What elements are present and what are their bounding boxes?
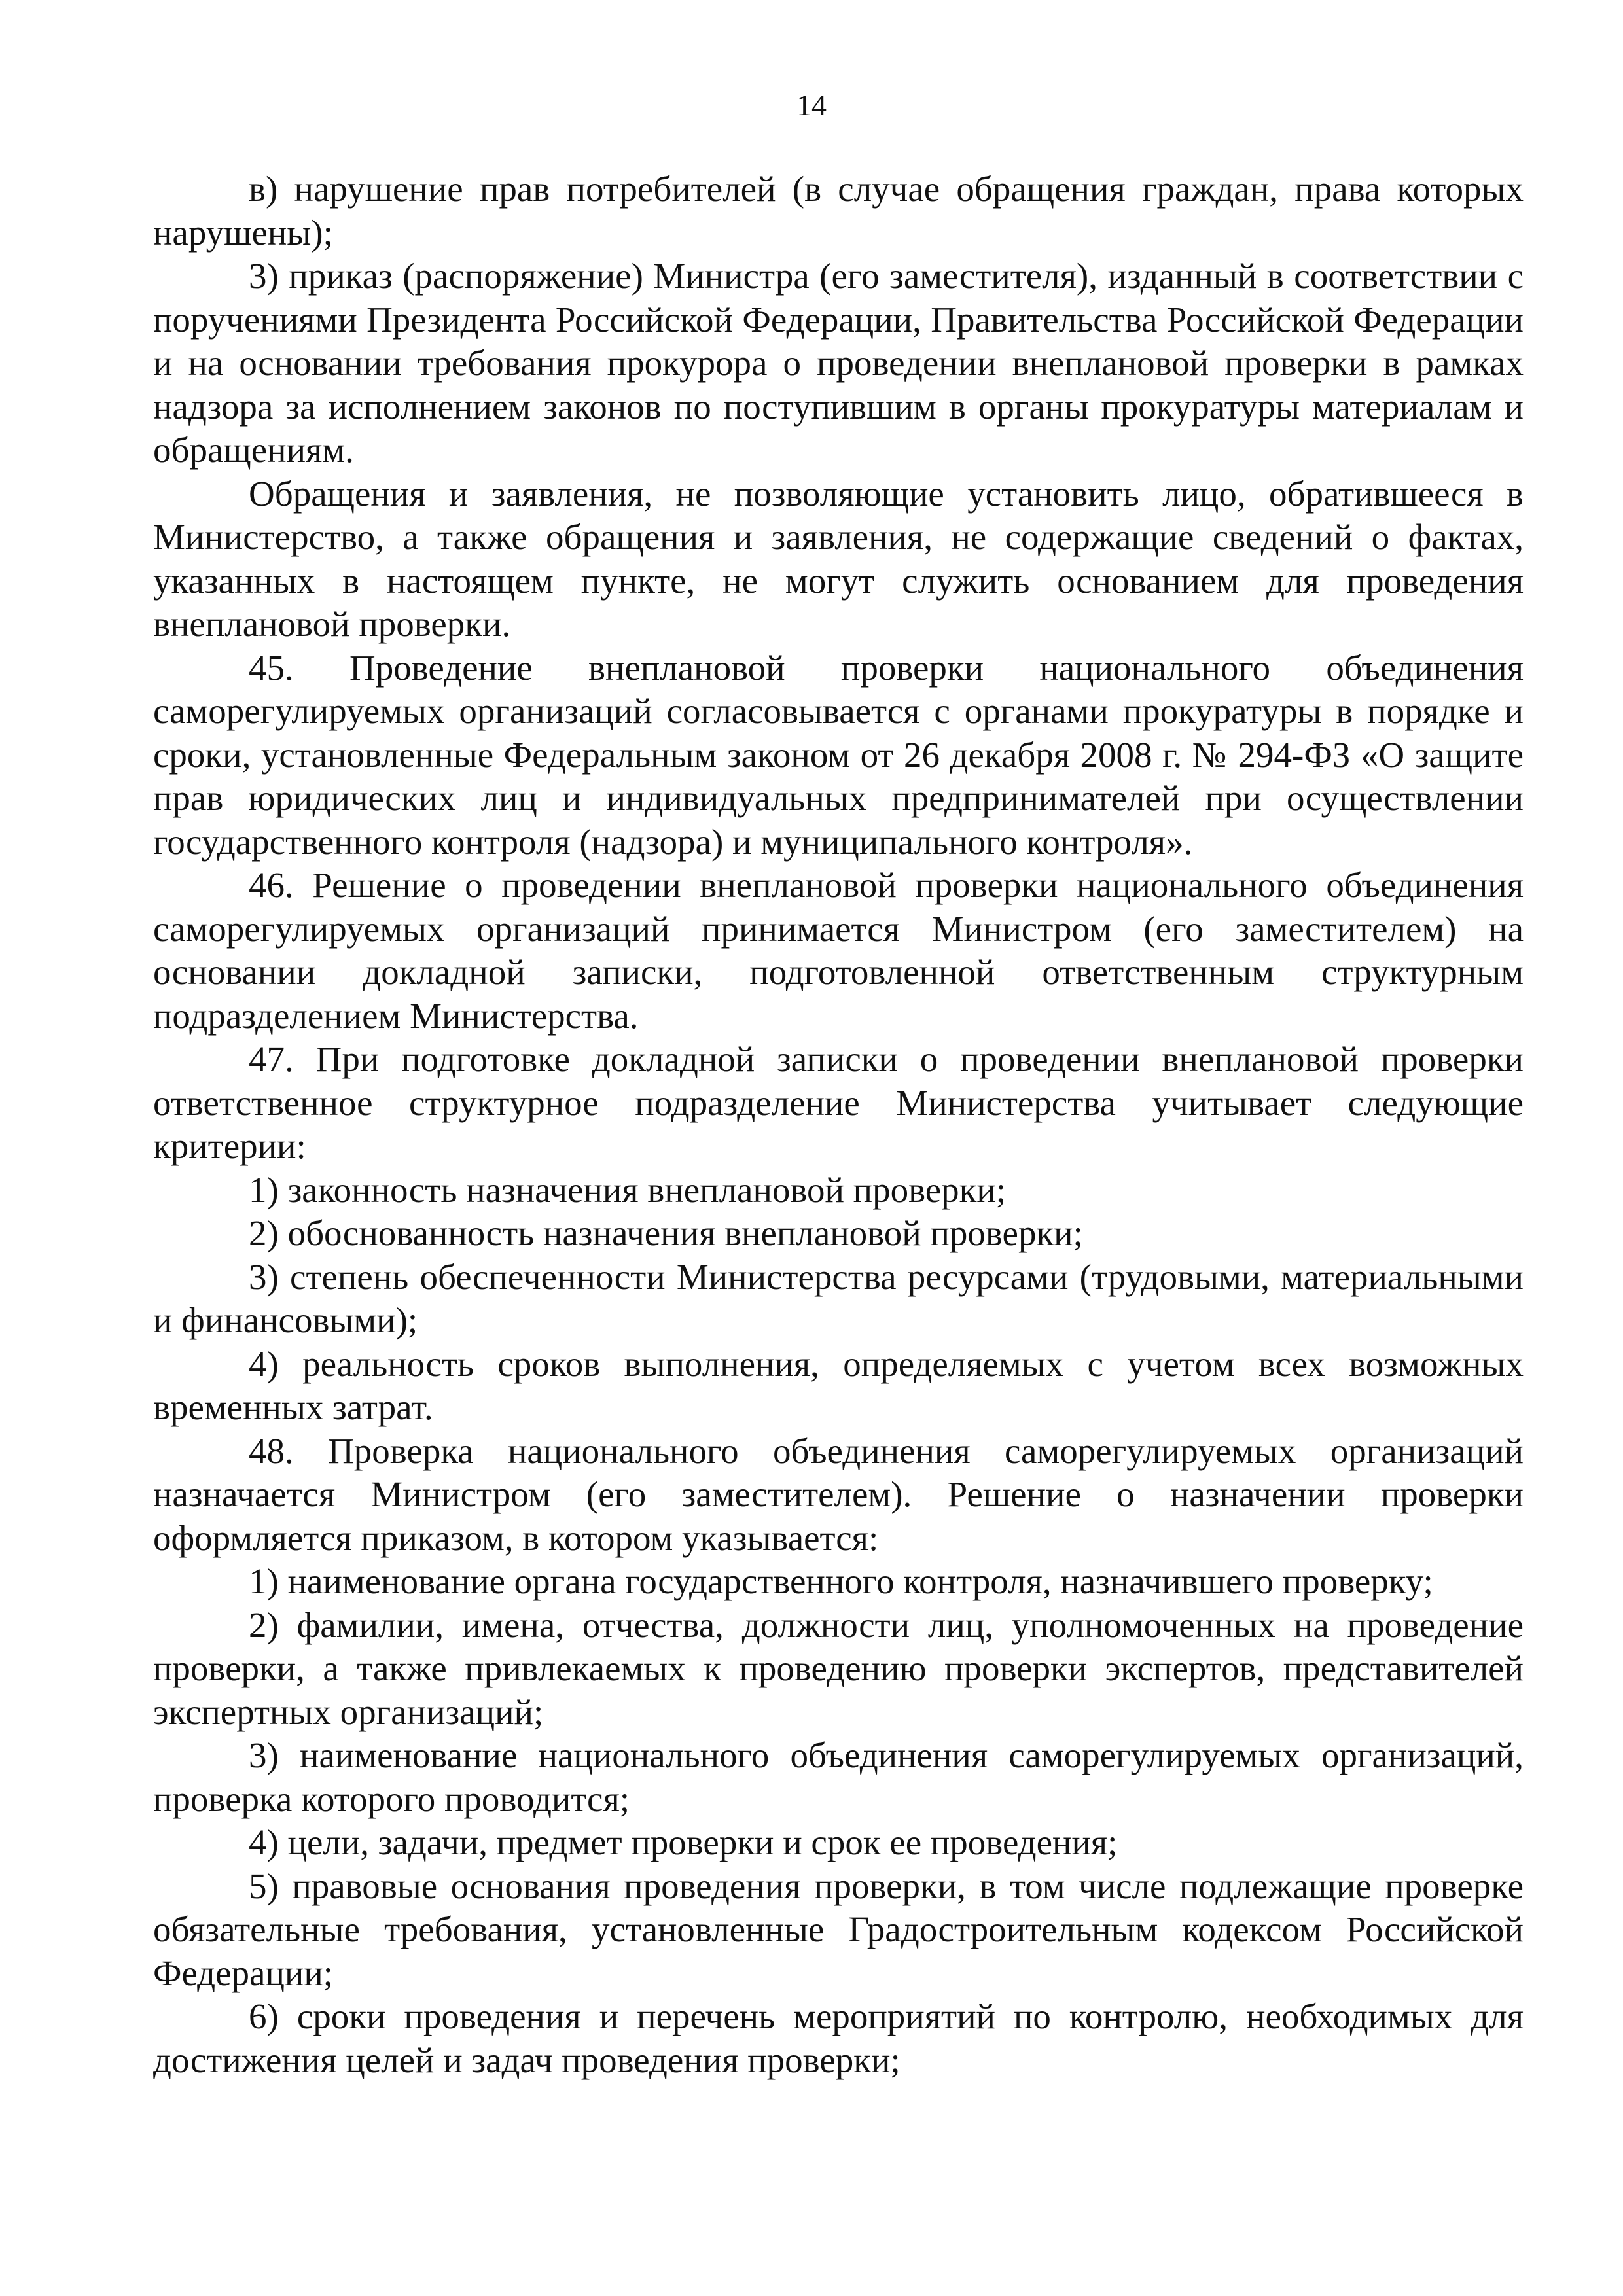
paragraph-clause-47: 47. При подготовке докладной записки о проведении внеплановой проверки ответственное структурное подразделение Министерства учитывает следующие критерии: <box>153 1039 1524 1166</box>
paragraph-clause-45: 45. Проведение внеплановой проверки национального объединения саморегулируемых организаций согласовывается с органами прокуратуры в порядке и сроки, установленные Федеральным законом от 26 декабря 2008 г. № 294-ФЗ «О защите прав юридических лиц и индивидуальных предпринимателей при осуществлении государственного контроля (надзора) и муниципального контроля». <box>153 647 1524 862</box>
paragraph-clause-46: 46. Решение о проведении внеплановой проверки национального объединения саморегулируемых организаций принимается Министром (его заместителем) на основании докладной записки, подготовленной ответственным структурным подразделением Министерства. <box>153 865 1524 1036</box>
paragraph-anonymous-appeals: Обращения и заявления, не позволяющие установить лицо, обратившееся в Министерство, а также обращения и заявления, не содержащие сведений о фактах, указанных в настоящем пункте, не могут служить основанием для проведения внеплановой проверки. <box>153 473 1524 644</box>
paragraph-criterion-4: 4) реальность сроков выполнения, определяемых с учетом всех возможных временных затрат. <box>153 1343 1524 1427</box>
paragraph-order-item-5: 5) правовые основания проведения проверки, в том числе подлежащие проверке обязательные требования, установленные Градостроительным кодексом Российской Федерации; <box>153 1865 1524 1993</box>
paragraph-order-item-3: 3) наименование национального объединения саморегулируемых организаций, проверка которого проводится; <box>153 1735 1524 1819</box>
paragraph-criterion-2: 2) обоснованность назначения внеплановой проверки; <box>249 1213 1083 1253</box>
paragraph-item-3-ministerial-order: 3) приказ (распоряжение) Министра (его заместителя), изданный в соответствии с поручениями Президента Российской Федерации, Правительства Российской Федерации и на основании требования прокурора о проведении внеплановой проверки в рамках надзора за исполнением законов по поступившим в органы прокуратуры материалам и обращениям. <box>153 256 1524 470</box>
document-body <box>153 168 1524 2082</box>
paragraph-clause-48: 48. Проверка национального объединения саморегулируемых организаций назначается Министром (его заместителем). Решение о назначении проверки оформляется приказом, в котором указывается: <box>153 1430 1524 1558</box>
paragraph-item-v-consumer-rights: в) нарушение прав потребителей (в случае обращения граждан, права которых нарушены); <box>153 169 1524 253</box>
page-number: 14 <box>796 88 827 122</box>
paragraph-order-item-1: 1) наименование органа государственного контроля, назначившего проверку; <box>249 1561 1433 1601</box>
paragraph-order-item-4: 4) цели, задачи, предмет проверки и срок ее проведения; <box>249 1822 1118 1862</box>
paragraph-order-item-6: 6) сроки проведения и перечень мероприятий по контролю, необходимых для достижения целей и задач проведения проверки; <box>153 1996 1524 2080</box>
paragraph-criterion-1: 1) законность назначения внеплановой проверки; <box>249 1169 1007 1210</box>
paragraph-order-item-2: 2) фамилии, имена, отчества, должности лиц, уполномоченных на проведение проверки, а также привлекаемых к проведению проверки экспертов, представителей экспертных организаций; <box>153 1604 1524 1732</box>
paragraph-criterion-3: 3) степень обеспеченности Министерства ресурсами (трудовыми, материальными и финансовыми); <box>153 1256 1524 1340</box>
